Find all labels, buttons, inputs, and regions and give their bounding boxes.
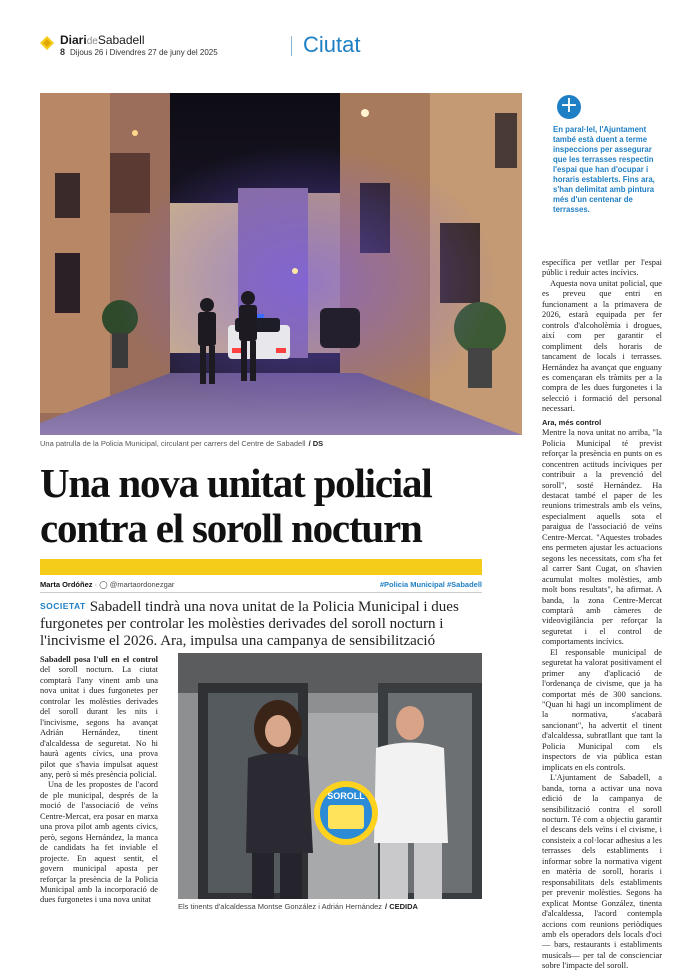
second-photo-officials bbox=[178, 653, 482, 899]
paragraph-text: del soroll nocturn. La ciutat comptarà l'any vinent amb una nova unitat i dues furgonetes per controlar les molèsties derivades del soroll durant les nits i l'incivisme, segons ha avançat Adrián Hernández, tinent d'alcaldessa de seguretat. No hi haurà agents cívics, una prova pilot que s'havia impulsat aquest any, però sí més presència policial. bbox=[40, 665, 158, 779]
article-lead bbox=[40, 598, 486, 650]
issue-date: Dijous 26 i Divendres 27 de juny del 2025 bbox=[70, 48, 218, 57]
brand-de: de bbox=[86, 36, 98, 47]
caption-text: Una patrulla de la Policia Municipal, circulant per carrers del Centre de Sabadell bbox=[40, 439, 306, 448]
body-paragraph: El responsable municipal de seguretat ha valorat positivament el primer any d'aplicació de l'ordenança de civisme, que ja ha comportat més de 300 sancions. "Quan hi hagi un incompliment de la normativa, s'acabarà sancionant", ha advertit el tinent d'alcaldessa, subratllant que tant la Policia Municipal com els inspectors de via pública estan implicats en els controls. bbox=[542, 647, 662, 772]
page-date-line bbox=[60, 47, 218, 57]
article-headline bbox=[40, 461, 520, 551]
plus-icon: + bbox=[557, 95, 581, 119]
caption-text: Els tinents d'alcaldessa Montse González i Adrián Hernández bbox=[178, 902, 383, 911]
main-photo-caption bbox=[40, 439, 323, 448]
byline bbox=[40, 580, 482, 589]
headline-highlight-bar bbox=[40, 559, 482, 575]
brand-city: Sabadell bbox=[97, 33, 145, 47]
sidebar-note: En paral·lel, l'Ajuntament també està duent a terme inspeccions per assegurar que les terrasses respectin l'espai que han d'ocupar i horaris establerts. Fins ara, s'han delimitat amb pintura més d'un centenar de terrasses. bbox=[553, 125, 655, 214]
page-number: 8 bbox=[60, 47, 66, 57]
masthead-brand[interactable] bbox=[60, 33, 145, 47]
body-column-left bbox=[40, 655, 158, 906]
subheading: Ara, més control bbox=[542, 417, 602, 427]
body-paragraph: Una de les propostes de l'acord de ple municipal, després de la moció de l'associació de veïns Centre-Mercat, era posar en marxa una prova pilot amb agents cívics, però, segons Hernández, la manca de candidats ha fet inviable el projecte. En aquest sentit, el govern municipal aposta per reforçar la presència de la Policia Municipal amb la incorporació de dues furgonetes i una nova unitat bbox=[40, 780, 158, 905]
body-paragraph: Mentre la nova unitat no arriba, "la Policia Municipal té previst reforçar la presència en punts on es concentren actituds incíviques per contribuir a la prevenció del soroll", sosté Hernández. Ha destacat també el paper de les reunions trimestrals amb els veïns, especialment aquells sota el paraigua de l'associació de veïns Centre-Mercat. "Aquestes trobades ens permeten ajustar les actuacions segons les necessitats, com s'ha fet al carrer Sant Cugat, on s'havien acumulat moltes molèsties, amb molt bons resultats", ha afirmat. A banda, la zona Centre-Mercat comptarà amb càmeres de videovigilància per reforçar la seguretat i el control de comportaments incívics. bbox=[542, 428, 662, 647]
body-paragraph: específica per vetllar per l'espai públic i reduir actes incívics. bbox=[542, 258, 662, 278]
author-name[interactable]: Marta Ordóñez bbox=[40, 580, 93, 589]
photo-credit: / DS bbox=[308, 439, 324, 448]
main-photo-police-patrol bbox=[40, 93, 522, 435]
header-divider bbox=[291, 36, 292, 56]
lead-text: Sabadell tindrà una nova unitat de la Policia Municipal i dues furgonetes per controlar les molèsties derivades del soroll nocturn i l'incivisme el 2026. Ara, impulsa una campanya de sensibilització bbox=[40, 599, 459, 649]
headline-line-1: Una nova unitat policial bbox=[40, 460, 432, 506]
author-handle[interactable]: @martaordonezgar bbox=[109, 580, 175, 589]
brand-main: Diari bbox=[60, 33, 87, 47]
body-column-right bbox=[542, 258, 662, 972]
poster-title: SOROLL bbox=[327, 791, 365, 801]
second-photo-caption bbox=[178, 902, 418, 911]
article-tags[interactable]: #Policia Municipal #Sabadell bbox=[379, 580, 482, 589]
body-paragraph: Aquesta nova unitat policial, que es preveu que entri en funcionament a la primavera de 2026, estarà equipada per fer controls d'alcoholèmia i drogues, així com per garantir el compliment dels horaris de tancament de locals i terrasses. Hernández ha avançat que enguany es començaran els tràmits per a la compra de les dues furgonetes i la selecció i formació del personal necessari. bbox=[542, 278, 662, 414]
byline-rule bbox=[40, 592, 482, 593]
headline-line-2: contra el soroll nocturn bbox=[40, 505, 422, 551]
section-title: Ciutat bbox=[303, 32, 361, 57]
byline-separator: · bbox=[94, 580, 98, 589]
twitter-icon: ◯ bbox=[99, 580, 108, 589]
photo-credit: / CEDIDA bbox=[385, 902, 418, 911]
section-kicker: SOCIETAT bbox=[40, 601, 86, 611]
lead-in-bold: Sabadell posa l'ull en el control bbox=[40, 655, 158, 664]
body-paragraph: L'Ajuntament de Sabadell, a banda, torna a activar una nova edició de la campanya de sensibilització contra el soroll nocturn. Té com a objectiu garantir el descans dels veïns i el civisme, i consisteix a col·locar adhesius a les terrasses dels establiments i informar sobre la normativa vigent en matèria de soroll, horaris i responsabilitats dels establiments per prevenir molèsties. Segons ha explicat Montse González, tinenta d'alcaldessa, l'acord contempla accions com reunions periòdiques amb els operadors dels locals d'oci — bars, restaurants i establiments musicals— per tal de conscienciar sobre l'impacte del soroll. bbox=[542, 773, 662, 971]
diari-logo-icon bbox=[40, 36, 54, 50]
body-paragraph bbox=[40, 655, 158, 780]
